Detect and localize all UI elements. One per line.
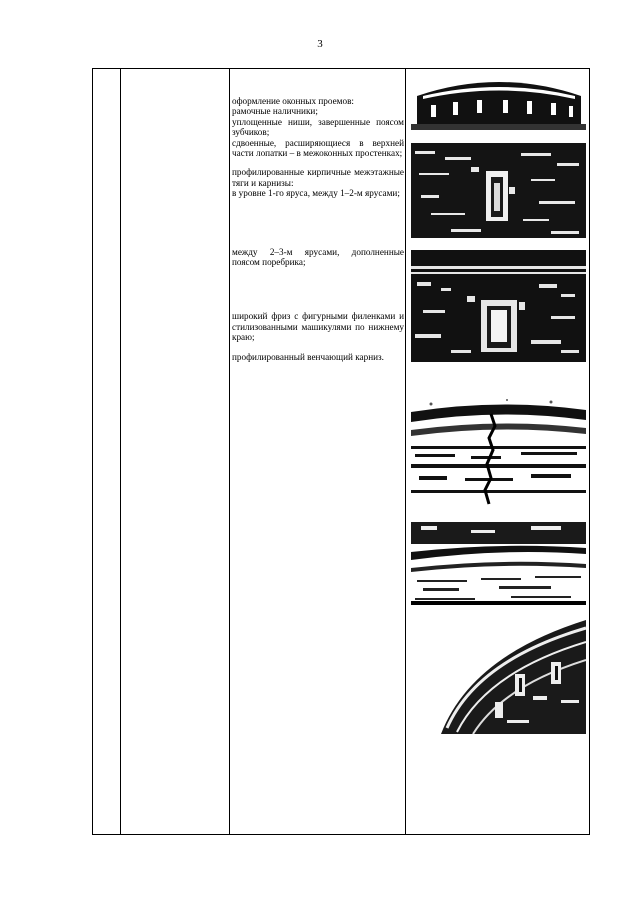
text-window-design: оформление оконных проемов: <box>232 96 354 106</box>
column-divider-2 <box>229 69 230 834</box>
page-number: 3 <box>317 38 323 50</box>
text-frame-casings: рамочные наличники; <box>232 106 318 117</box>
upper-tier-curved-wall-photo <box>411 616 586 734</box>
text-flattened-niches: уплощенные ниши, завершенные поясом зубчиков; <box>232 116 404 138</box>
column-divider-1 <box>120 69 121 834</box>
text-wide-frieze: широкий фриз с фигурными филенками и стилизованными машикулями по нижнему краю; <box>232 311 404 343</box>
text-tier-1-2: в уровне 1-го яруса, между 1–2-м ярусами; <box>232 188 400 199</box>
frieze-crack-photo <box>411 386 586 506</box>
text-tier-2-3: между 2–3-м ярусами, дополненные поясом поребрика; <box>232 246 404 268</box>
column-divider-3 <box>405 69 406 834</box>
text-crowning-cornice: профилированный венчающий карниз. <box>232 351 384 362</box>
window-niche-photo <box>411 143 586 238</box>
wall-2-3-tier-photo <box>411 250 586 362</box>
text-profiled-cornices: профилированные кирпичные межэтажные тяги и карнизы: <box>232 167 404 188</box>
rotunda-overview-photo <box>411 72 586 130</box>
cornice-frieze-photo <box>411 522 586 605</box>
text-paired-pilasters: сдвоенные, расширяющиеся в верхней части лопатки – в межоконных простенках; <box>232 137 404 159</box>
description-column <box>232 69 404 362</box>
